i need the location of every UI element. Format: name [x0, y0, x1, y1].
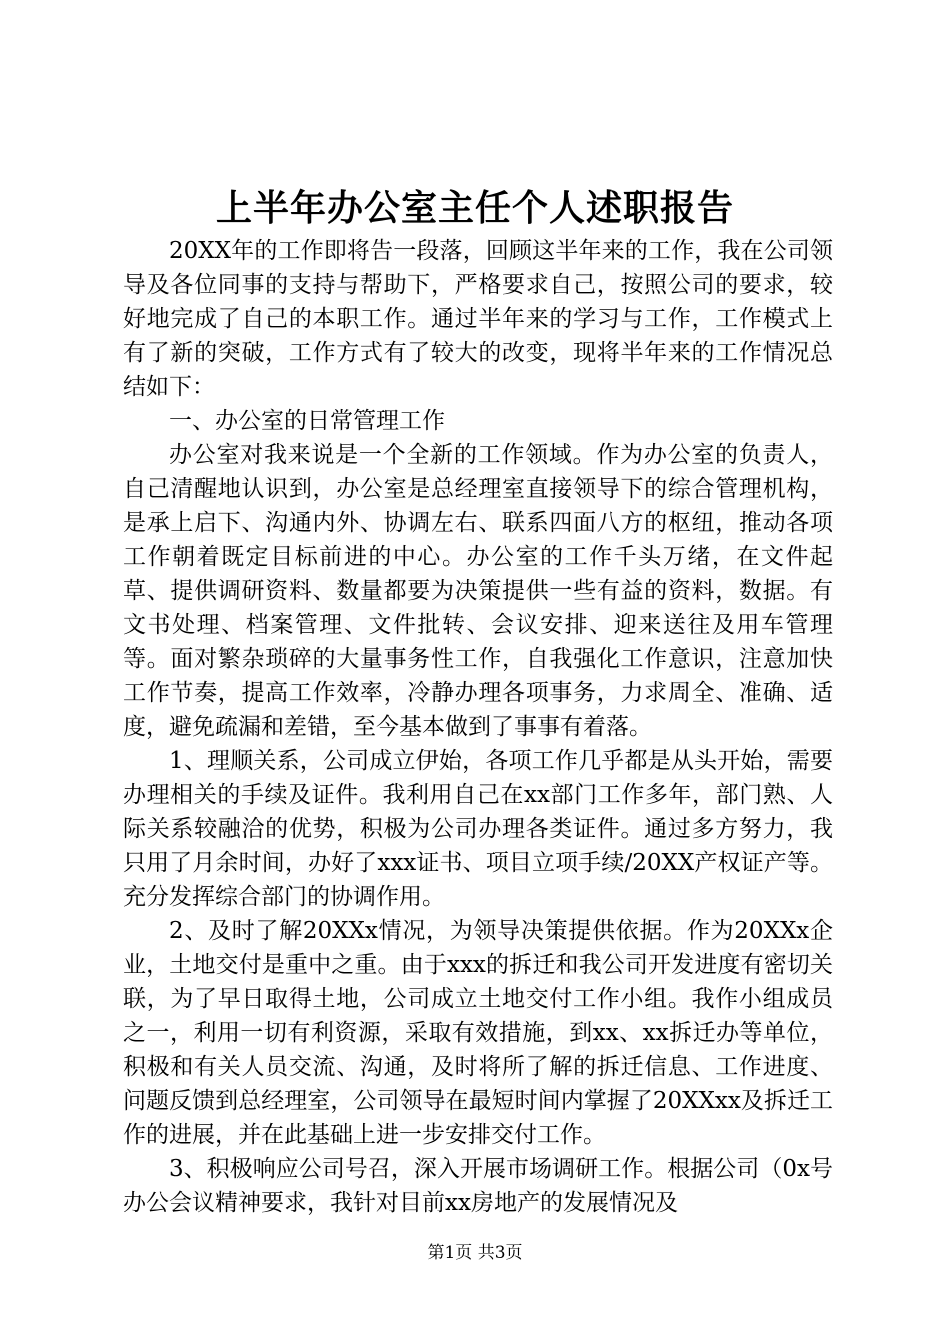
body-paragraph: 3、积极响应公司号召，深入开展市场调研工作。根据公司（0x号办公会议精神要求，我针对目前xx房地产的发展情况及 [123, 1156, 833, 1216]
body-paragraph: 2、及时了解20XXx情况，为领导决策提供依据。作为20XXx企业，土地交付是重中之重。由于xxx的拆迁和我公司开发进度有密切关联，为了早日取得土地，公司成立土地交付工作小组。我作小组成员之一，利用一切有利资源，采取有效措施，到xx、xx拆迁办等单位，积极和有关人员交流、沟通，及时将所了解的拆迁信息、工作进度、问题反馈到总经理室，公司领导在最短时间内掌握了20XXxx及拆迁工作的进展，并在此基础上进一步安排交付工作。 [123, 918, 833, 1148]
body-paragraph: 办公室对我来说是一个全新的工作领域。作为办公室的负责人，自己清醒地认识到，办公室是总经理室直接领导下的综合管理机构，是承上启下、沟通内外、协调左右、联系四面八方的枢纽，推动各项工作朝着既定目标前进的中心。办公室的工作千头万绪，在文件起草、提供调研资料、数量都要为决策提供一些有益的资料，数据。有文书处理、档案管理、文件批转、会议安排、迎来送往及用车管理等。面对繁杂琐碎的大量事务性工作，自我强化工作意识，注意加快工作节奏，提高工作效率，冷静办理各项事务，力求周全、准确、适度，避免疏漏和差错，至今基本做到了事事有着落。 [123, 442, 833, 740]
document-body [123, 234, 833, 1220]
section-heading: 一、办公室的日常管理工作 [169, 408, 445, 434]
page-footer: 第1页 共3页 [427, 1243, 523, 1263]
body-paragraph: 1、理顺关系，公司成立伊始，各项工作几乎都是从头开始，需要办理相关的手续及证件。我利用自己在xx部门工作多年，部门熟、人际关系较融洽的优势，积极为公司办理各类证件。通过多方努力，我只用了月余时间，办好了xxx证书、项目立项手续/20XX产权证产等。充分发挥综合部门的协调作用。 [123, 748, 833, 910]
document-title: 上半年办公室主任个人述职报告 [215, 187, 734, 229]
intro-paragraph: 20XX年的工作即将告一段落，回顾这半年来的工作，我在公司领导及各位同事的支持与帮助下，严格要求自己，按照公司的要求，较好地完成了自己的本职工作。通过半年来的学习与工作，工作模式上有了新的突破，工作方式有了较大的改变，现将半年来的工作情况总结如下： [123, 238, 833, 400]
